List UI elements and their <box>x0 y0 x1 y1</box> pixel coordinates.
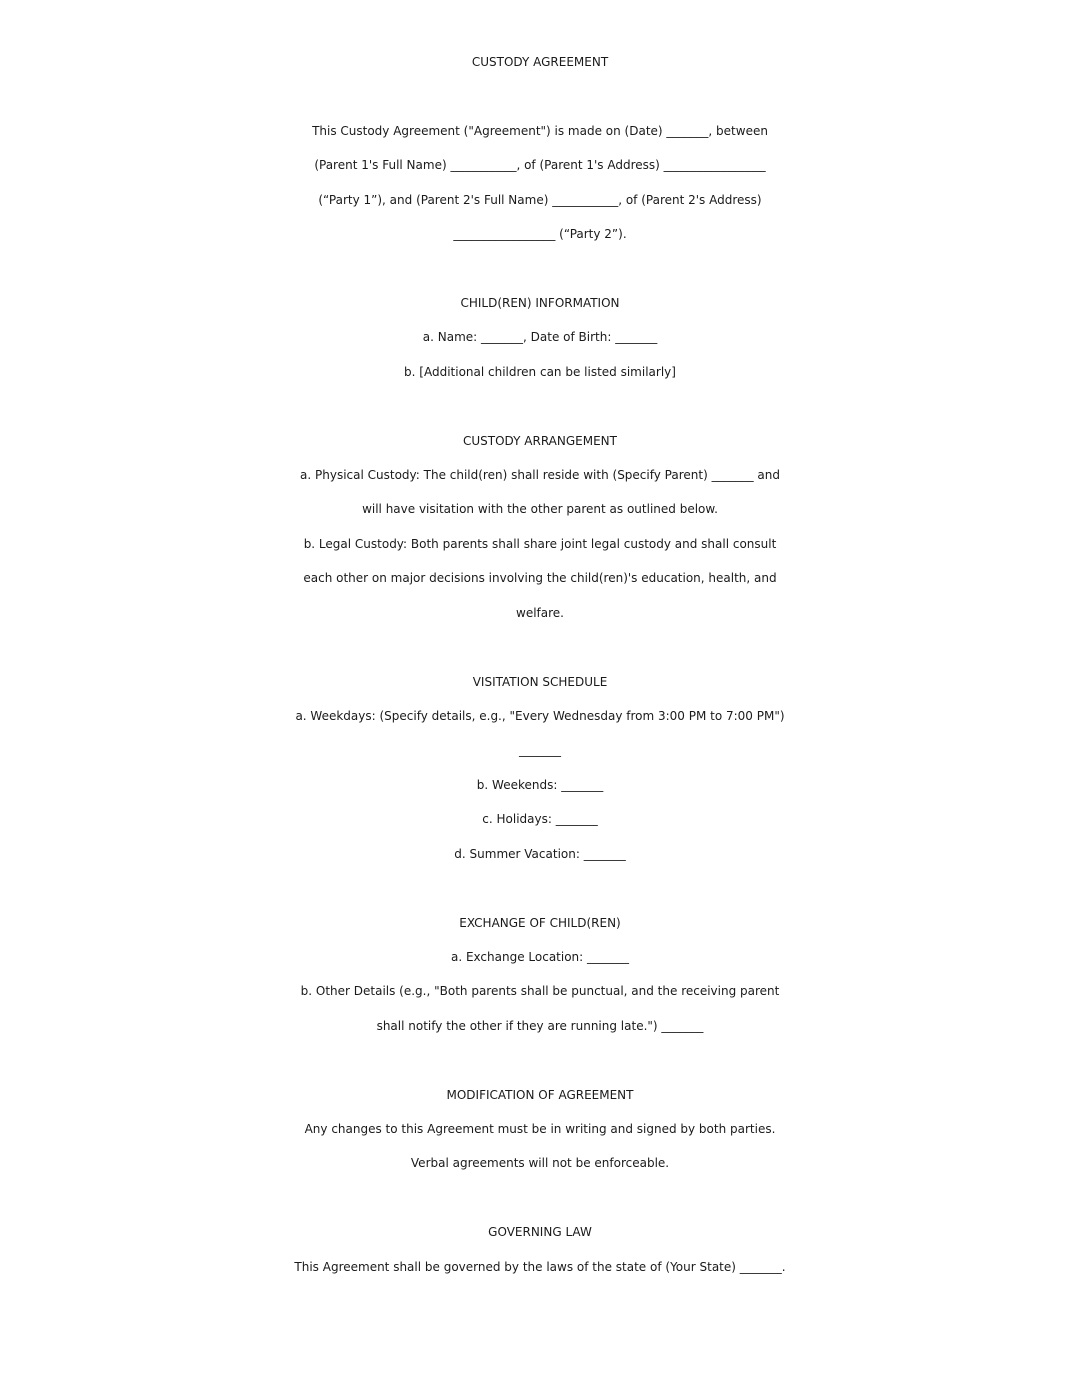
children-heading: CHILD(REN) INFORMATION <box>460 296 620 310</box>
modification-line-2: Verbal agreements will not be enforceable. <box>410 1156 670 1170</box>
visitation-line-2: _______ <box>519 743 561 757</box>
custody-line-1: a. Physical Custody: The child(ren) shall reside with (Specify Parent) _______ and <box>300 468 780 482</box>
modification-heading: MODIFICATION OF AGREEMENT <box>446 1088 634 1102</box>
custody-line-4: each other on major decisions involving the child(ren)'s education, health, and <box>303 571 777 585</box>
children-line-a: a. Name: _______, Date of Birth: _______ <box>422 330 658 344</box>
intro-line-3: (“Party 1”), and (Parent 2's Full Name) ___________, of (Parent 2's Address) <box>318 193 762 207</box>
exchange-line-2: b. Other Details (e.g., "Both parents shall be punctual, and the receiving parent <box>300 984 780 998</box>
visitation-line-5: d. Summer Vacation: _______ <box>454 847 626 861</box>
document-title: CUSTODY AGREEMENT <box>471 55 609 69</box>
exchange-heading: EXCHANGE OF CHILD(REN) <box>459 916 621 930</box>
visitation-line-1: a. Weekdays: (Specify details, e.g., "Every Wednesday from 3:00 PM to 7:00 PM") <box>295 709 785 723</box>
custody-line-5: welfare. <box>516 606 564 620</box>
modification-line-1: Any changes to this Agreement must be in writing and signed by both parties. <box>304 1122 776 1136</box>
custody-line-2: will have visitation with the other parent as outlined below. <box>362 502 718 516</box>
governing-law-line-1: This Agreement shall be governed by the laws of the state of (Your State) _______. <box>294 1260 786 1274</box>
visitation-heading: VISITATION SCHEDULE <box>472 675 608 689</box>
custody-heading: CUSTODY ARRANGEMENT <box>463 434 617 448</box>
intro-line-2: (Parent 1's Full Name) ___________, of (Parent 1's Address) _________________ <box>314 158 766 172</box>
custody-line-3: b. Legal Custody: Both parents shall share joint legal custody and shall consult <box>303 537 777 551</box>
exchange-line-1: a. Exchange Location: _______ <box>450 950 630 964</box>
visitation-line-4: c. Holidays: _______ <box>482 812 598 826</box>
intro-line-4: _________________ (“Party 2”). <box>453 227 627 241</box>
exchange-line-3: shall notify the other if they are running late.") _______ <box>376 1019 704 1033</box>
governing-law-heading: GOVERNING LAW <box>488 1225 592 1239</box>
intro-line-1: This Custody Agreement ("Agreement") is made on (Date) _______, between <box>312 124 768 138</box>
children-line-b: b. [Additional children can be listed similarly] <box>404 365 676 379</box>
visitation-line-3: b. Weekends: _______ <box>476 778 604 792</box>
